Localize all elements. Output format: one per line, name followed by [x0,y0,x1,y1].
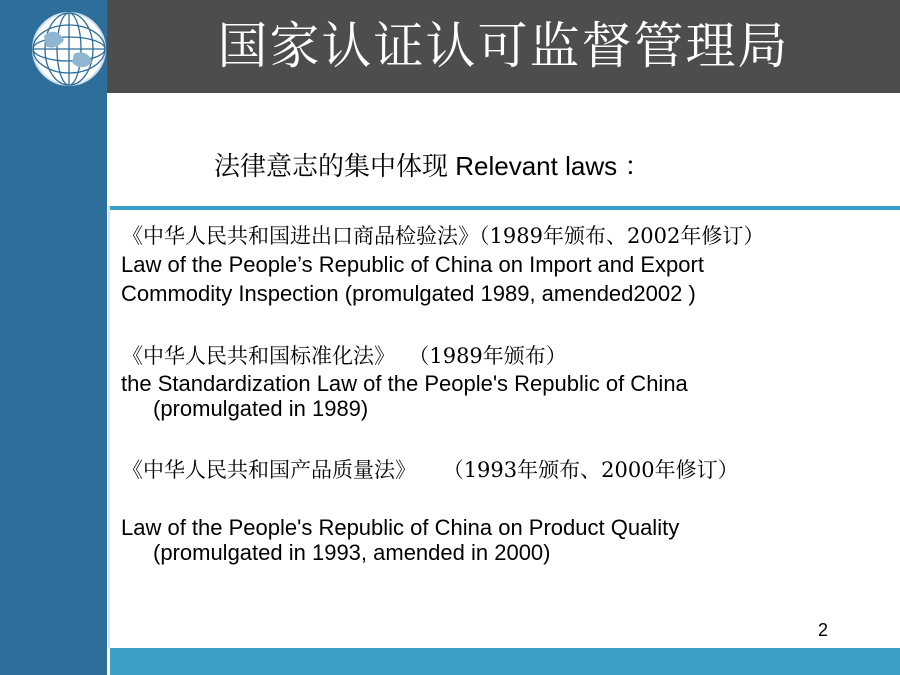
law-3-english-line-1: Law of the People's Republic of China on Product Quality [121,515,680,540]
heading-chinese: 法律意志的集中体现 [214,152,449,182]
law-1-english-line-2: Commodity Inspection (promulgated 1989, amended2002 ) [121,281,696,306]
content-left-rule [108,206,110,648]
law-2-english-line-1: the Standardization Law of the People's Republic of China [121,371,688,396]
law-3-english-line-2: (promulgated in 1993, amended in 2000) [153,540,551,565]
page-number: 2 [817,620,828,640]
logo-area [0,0,107,93]
law-2-chinese-title: 《中华人民共和国标准化法》 （1989年颁布） [122,344,567,368]
left-blue-strip [0,93,107,675]
footer-bar [110,648,900,675]
globe-icon [30,10,107,88]
header-bar [0,0,900,93]
law-3-chinese-title: 《中华人民共和国产品质量法》 （1993年颁布、2000年修订） [122,458,739,482]
content-top-rule [110,206,900,210]
law-1-english-line-1: Law of the People’s Republic of China on Import and Export [121,252,704,277]
slide-heading [214,148,650,184]
law-1-chinese-title: 《中华人民共和国进出口商品检验法》（1989年颁布、2002年修订） [122,224,765,248]
heading-english: Relevant laws ： [448,151,651,181]
law-2-english-line-2: (promulgated in 1989) [153,396,369,421]
organization-title: 国家认证认可监督管理局 [217,17,790,75]
